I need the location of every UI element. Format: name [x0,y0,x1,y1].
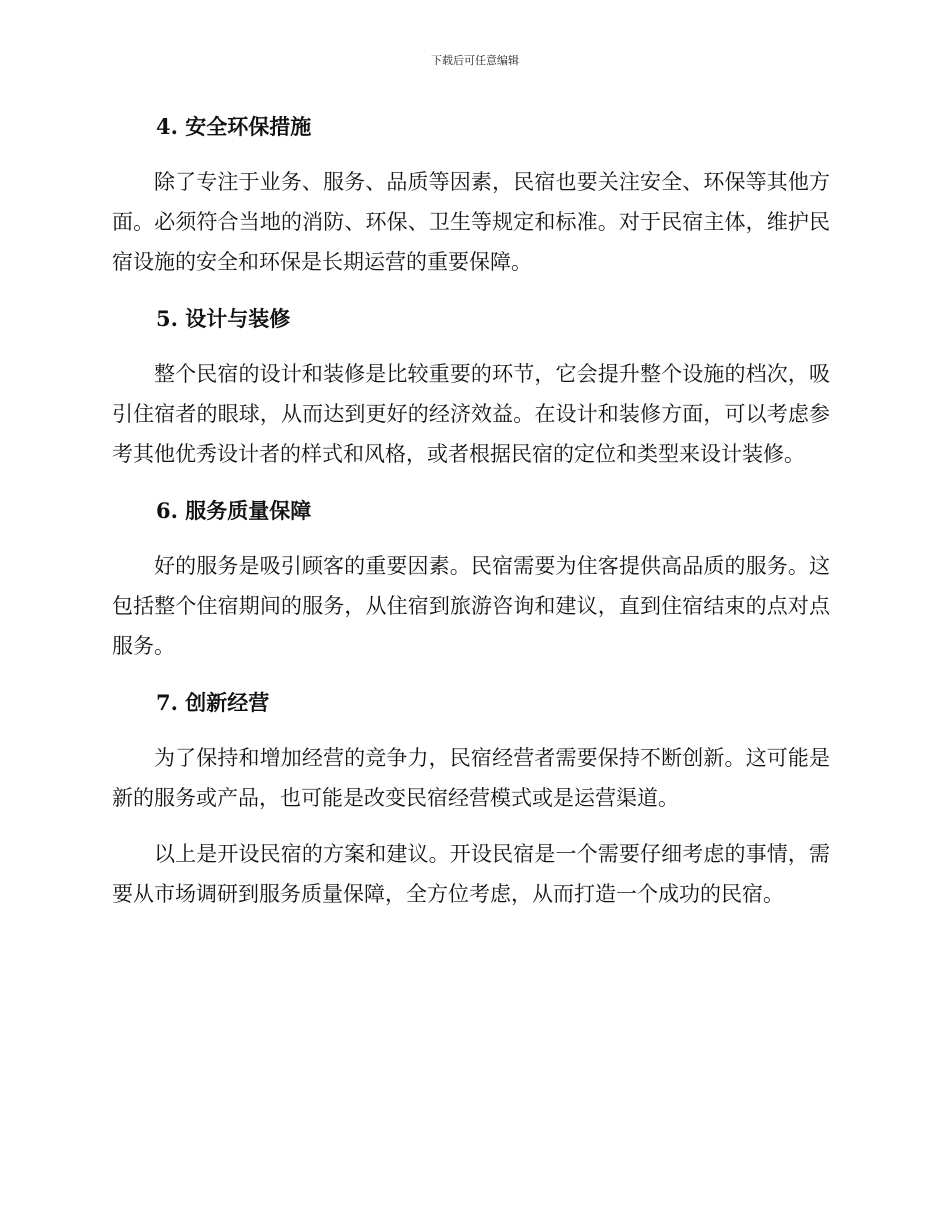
section-paragraph: 整个民宿的设计和装修是比较重要的环节，它会提升整个设施的档次，吸引住宿者的眼球，从而达到更好的经济效益。在设计和装修方面，可以考虑参考其他优秀设计者的样式和风格，或者根据民宿的定位和类型来设计装修。 [112,362,830,466]
section-paragraph: 除了专注于业务、服务、品质等因素，民宿也要关注安全、环保等其他方面。必须符合当地的消防、环保、卫生等规定和标准。对于民宿主体，维护民宿设施的安全和环保是长期运营的重要保障。 [112,170,830,274]
section-heading: 6. 服务质量保障 [156,498,312,523]
section-paragraph: 好的服务是吸引顾客的重要因素。民宿需要为住客提供高品质的服务。这包括整个住宿期间的服务，从住宿到旅游咨询和建议，直到住宿结束的点对点服务。 [112,554,830,658]
section-heading: 7. 创新经营 [156,690,270,715]
section-heading: 5. 设计与装修 [156,306,291,331]
section-design-decoration [112,300,830,474]
document-body [112,108,830,914]
section-service-quality [112,492,830,666]
section-heading: 4. 安全环保措施 [156,114,312,139]
section-safety-environment [112,108,830,282]
page-header-note: 下载后可任意编辑 [431,54,519,67]
section-innovation [112,684,830,818]
section-paragraph: 为了保持和增加经营的竞争力，民宿经营者需要保持不断创新。这可能是新的服务或产品，也可能是改变民宿经营模式或是运营渠道。 [112,746,830,810]
closing-paragraph: 以上是开设民宿的方案和建议。开设民宿是一个需要仔细考虑的事情，需要从市场调研到服务质量保障，全方位考虑，从而打造一个成功的民宿。 [112,842,830,906]
